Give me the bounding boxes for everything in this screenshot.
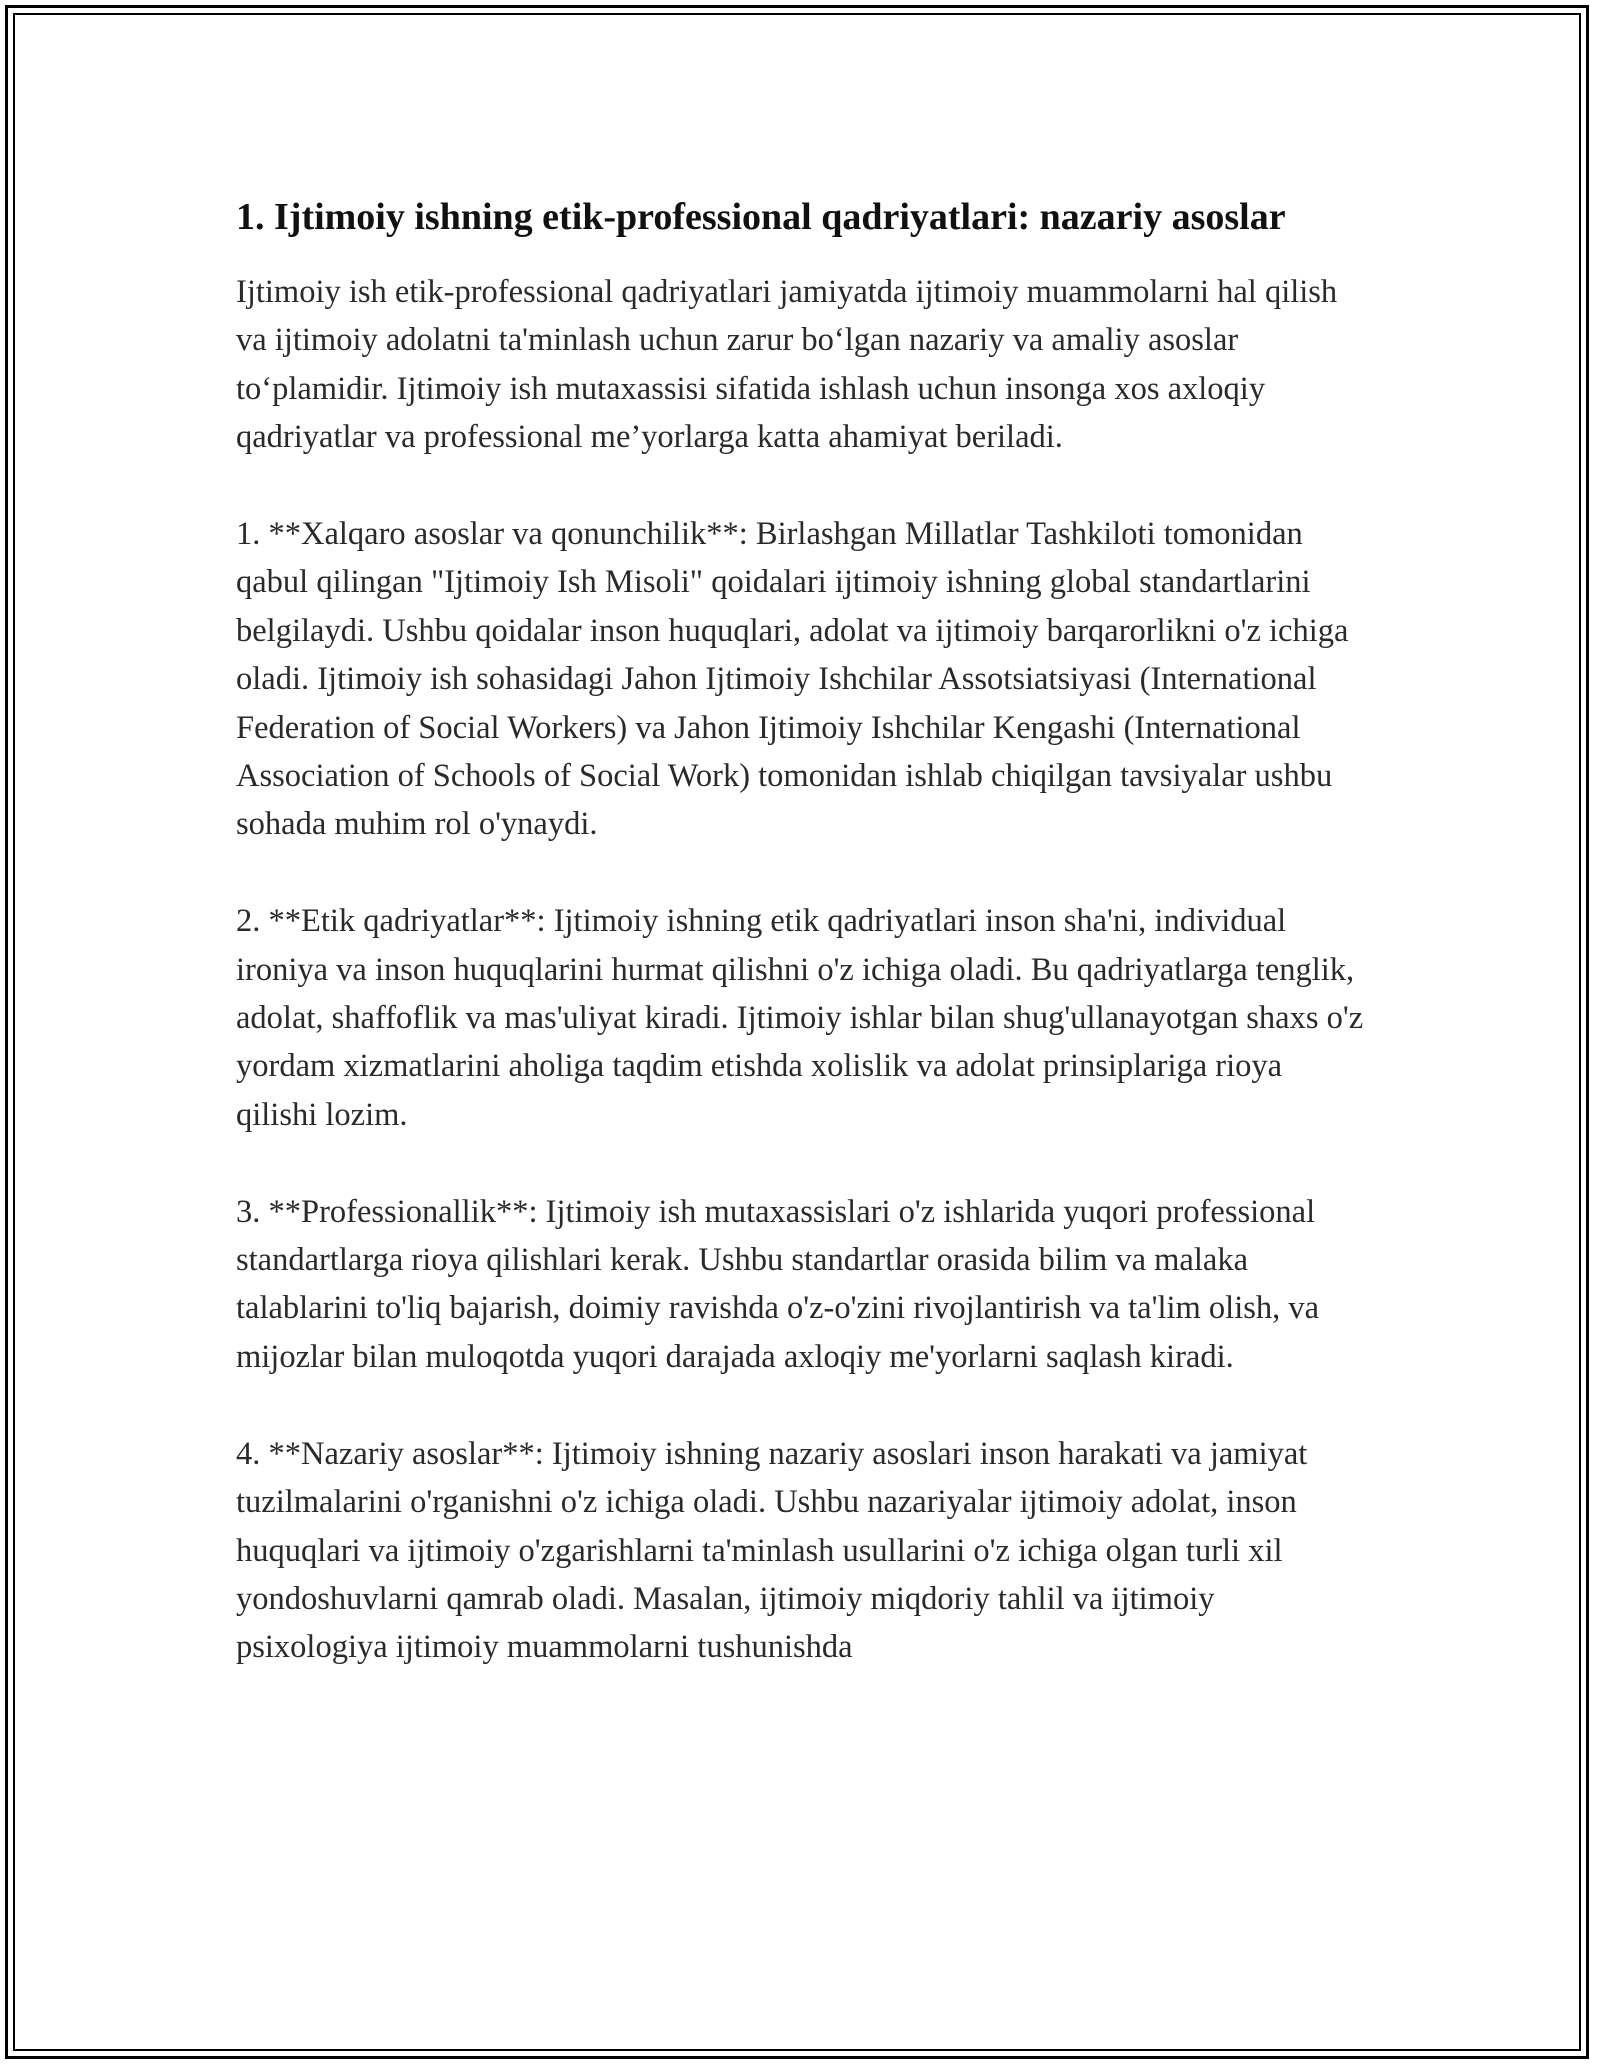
document-body [236, 190, 1366, 1720]
paragraph-professionalism: 3. **Professionallik**: Ijtimoiy ish mutaxassislari o'z ishlarida yuqori professional standartlarga rioya qilishlari kerak. Ushbu standartlar orasida bilim va malaka talablarini to'liq bajarish, doimiy ravishda o'z-o'zini rivojlantirish va ta'lim olish, va mijozlar bilan muloqotda yuqori darajada axloqiy me'yorlarni saqlash kiradi. [236, 1193, 1320, 1375]
paragraph-international-foundations: 1. **Xalqaro asoslar va qonunchilik**: Birlashgan Millatlar Tashkiloti tomonidan qabul qilingan "Ijtimoiy Ish Misoli" qoidalari ijtimoiy ishning global standartlarini belgilaydi. Ushbu qoidalar inson huquqlari, adolat va ijtimoiy barqarorlikni o'z ichiga oladi. Ijtimoiy ish sohasidagi Jahon Ijtimoiy Ishchilar Assotsiatsiyasi (International Federation of Social Workers) va Jahon Ijtimoiy Ishchilar Kengashi (International Association of Schools of Social Work) tomonidan ishlab chiqilgan tavsiyalar ushbu sohada muhim rol o'ynaydi. [236, 516, 1349, 843]
paragraph-ethical-values: 2. **Etik qadriyatlar**: Ijtimoiy ishning etik qadriyatlari inson sha'ni, individual ironiya va inson huquqlarini hurmat qilishni o'z ichiga oladi. Bu qadriyatlarga tenglik, adolat, shaffoflik va mas'uliyat kiradi. Ijtimoiy ishlar bilan shug'ullanayotgan shaxs o'z yordam xizmatlarini aholiga taqdim etishda xolislik va adolat prinsiplariga rioya qilishi lozim. [236, 903, 1364, 1133]
document-title: 1. Ijtimoiy ishning etik-professional qadriyatlari: nazariy asoslar [236, 196, 1286, 238]
intro-paragraph: Ijtimoiy ish etik-professional qadriyatlari jamiyatda ijtimoiy muammolarni hal qilish va ijtimoiy adolatni ta'minlash uchun zarur bo‘lgan nazariy va amaliy asoslar to‘plamidir. Ijtimoiy ish mutaxassisi sifatida ishlash uchun insonga xos axloqiy qadriyatlar va professional me’yorlarga katta ahamiyat beriladi. [236, 274, 1338, 456]
paragraph-theoretical-foundations: 4. **Nazariy asoslar**: Ijtimoiy ishning nazariy asoslari inson harakati va jamiyat tuzilmalarini o'rganishni o'z ichiga oladi. Ushbu nazariyalar ijtimoiy adolat, inson huquqlari va ijtimoiy o'zgarishlarni ta'minlash usullarini o'z ichiga olgan turli xil yondoshuvlarni qamrab oladi. Masalan, ijtimoiy miqdoriy tahlil va ijtimoiy psixologiya ijtimoiy muammolarni tushunishda [236, 1435, 1308, 1666]
